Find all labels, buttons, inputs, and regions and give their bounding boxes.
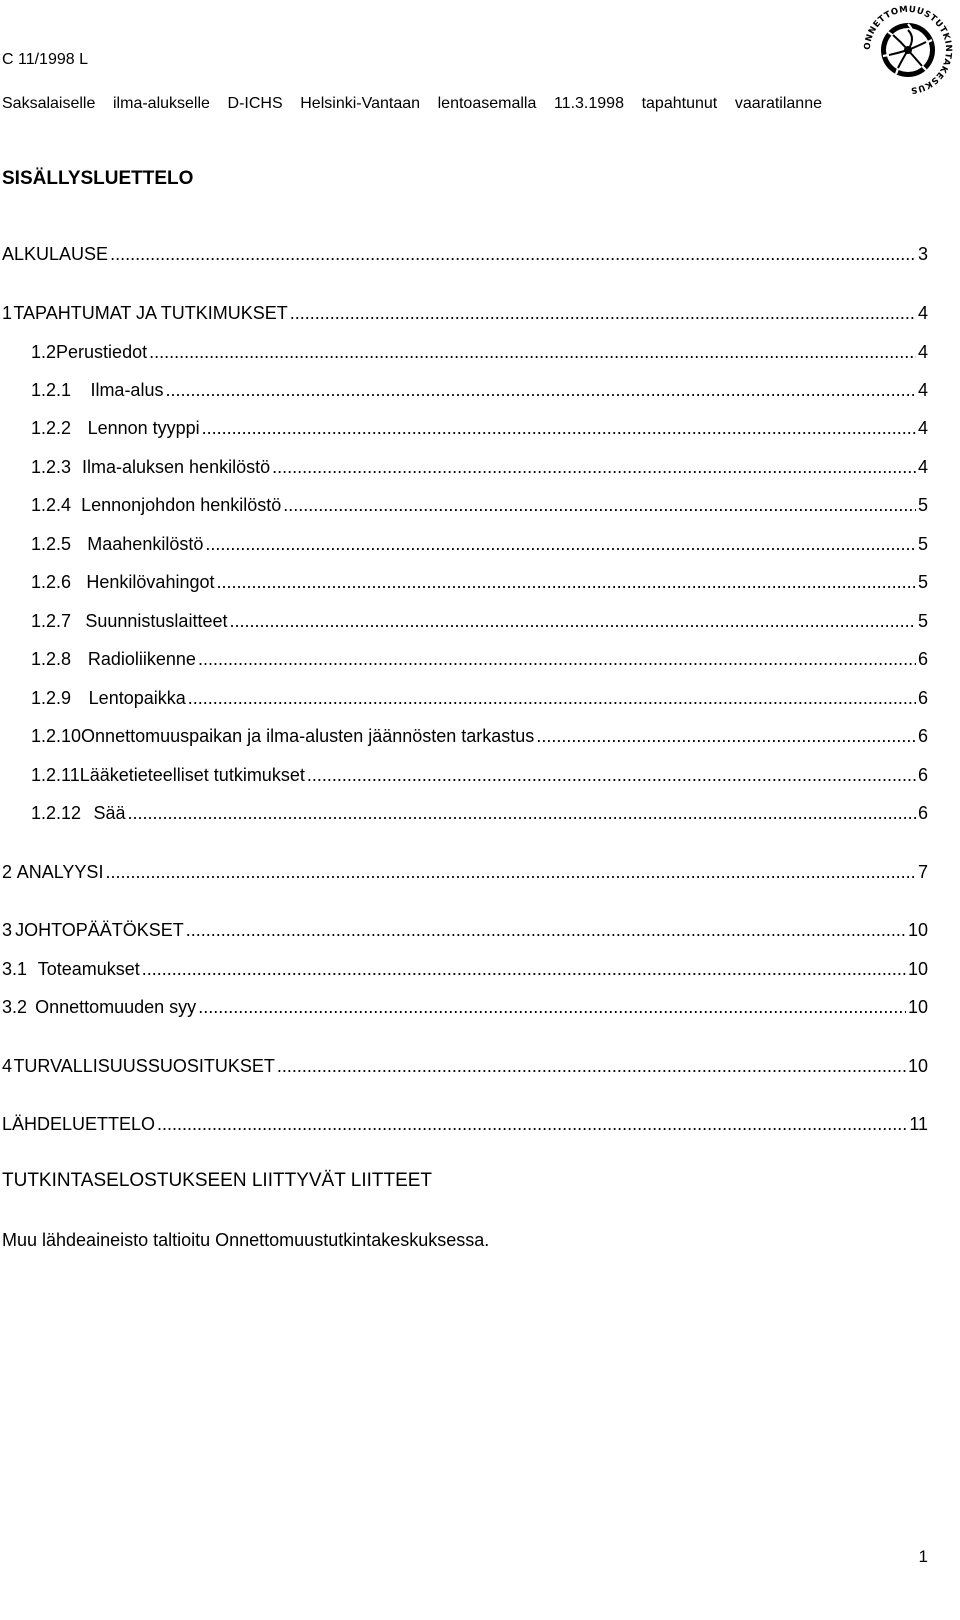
toc-entry-page: 4 [917, 380, 928, 400]
toc-dot-leader [127, 801, 916, 825]
toc-entry-title: Maahenkilöstö [87, 534, 204, 554]
toc-entry-title: Sää [93, 803, 126, 823]
toc-entry-title: Lentopaikka [88, 688, 186, 708]
toc-entry-number: 1.2.8 [31, 649, 72, 669]
logo-lettering: ONNETTOMUUSTUTKINTAKESKUS [862, 4, 954, 96]
report-subject-word: Helsinki-Vantaan [300, 95, 421, 112]
report-subject-word: vaaratilanne [734, 95, 822, 112]
toc-entry-title: Ilma-aluksen henkilöstö [82, 457, 271, 477]
toc-dot-leader [186, 918, 906, 942]
toc-entry-page: 10 [907, 1056, 928, 1076]
toc-entry-page: 6 [917, 649, 928, 669]
toc-entry-number: 1.2.12 [31, 803, 82, 823]
toc-entry[interactable] [31, 416, 928, 440]
toc-dot-leader [205, 532, 916, 556]
toc-entry-page: 6 [917, 688, 928, 708]
toc-dot-leader [277, 1054, 906, 1078]
report-subject-word: ilma-alukselle [113, 95, 210, 112]
appendix-text: Muu lähdeaineisto taltioitu Onnettomuustutkintakeskuksessa. [2, 1230, 490, 1250]
toc-entry-number: 3 [2, 920, 13, 940]
toc-entry[interactable] [2, 995, 928, 1019]
toc-dot-leader [157, 1112, 907, 1136]
toc-dot-leader [272, 455, 916, 479]
toc-entry-number: 1.2.2 [31, 418, 72, 438]
toc-entry-page: 6 [917, 726, 928, 746]
toc-entry-page: 11 [909, 1114, 928, 1134]
toc-dot-leader [217, 570, 916, 594]
toc-entry-title: LÄHDELUETTELO [2, 1114, 156, 1134]
toc-entry[interactable] [31, 609, 928, 633]
toc-entry-title: Onnettomuuden syy [35, 997, 197, 1017]
toc-entry-title: ALKULAUSE [2, 244, 109, 264]
toc-entry-number: 2 [2, 862, 13, 882]
investigation-centre-logo [858, 0, 958, 100]
toc-entry-number: 1.2.11 [31, 765, 80, 785]
toc-dot-leader [536, 724, 916, 748]
toc-entry-number: 1.2 [31, 342, 57, 362]
toc-entry-number: 1.2.3 [31, 457, 72, 477]
toc-entry-number: 4 [2, 1056, 13, 1076]
toc-entry-page: 5 [917, 572, 928, 592]
toc-entry[interactable] [2, 1112, 928, 1136]
report-code: C 11/1998 L [2, 51, 88, 68]
toc-entry-page: 4 [917, 418, 928, 438]
toc-entry[interactable] [2, 957, 928, 981]
toc-entry[interactable] [31, 570, 928, 594]
report-subject-word: lentoasemalla [437, 95, 537, 112]
toc-entry-number: 1.2.5 [31, 534, 72, 554]
toc-entry-title: Toteamukset [37, 959, 140, 979]
toc-entry-page: 10 [907, 959, 928, 979]
toc-entry-number: 1.2.1 [31, 380, 72, 400]
toc-entry-page: 7 [917, 862, 928, 882]
page-number: 1 [918, 1547, 928, 1566]
toc-entry-number: 1.2.9 [31, 688, 72, 708]
toc-entry-title: TURVALLISUUSSUOSITUKSET [13, 1056, 275, 1076]
toc-entry[interactable] [31, 647, 928, 671]
toc-entry-title: TAPAHTUMAT JA TUTKIMUKSET [13, 303, 288, 323]
toc-entry-title: Ilma-alus [90, 380, 164, 400]
toc-entry[interactable] [31, 340, 928, 364]
toc-entry[interactable] [31, 801, 928, 825]
toc-entry-page: 6 [917, 803, 928, 823]
toc-entry[interactable] [2, 918, 928, 942]
toc-dot-leader [149, 340, 916, 364]
toc-entry-title: Suunnistuslaitteet [85, 611, 228, 631]
report-subject-word: 11.3.1998 [553, 95, 624, 112]
toc-dot-leader [307, 763, 916, 787]
toc-entry-title: JOHTOPÄÄTÖKSET [15, 920, 184, 940]
toc-dot-leader [165, 378, 916, 402]
toc-entry-title: Onnettomuuspaikan ja ilma-alusten jäännösten tarkastus [81, 726, 535, 746]
toc-entry-page: 4 [917, 342, 928, 362]
toc-entry-page: 3 [917, 244, 928, 264]
toc-entry[interactable] [31, 763, 928, 787]
toc-entry-number: 3.2 [2, 997, 28, 1017]
toc-entry-title: ANALYYSI [16, 862, 104, 882]
toc-entry[interactable] [31, 493, 928, 517]
toc-entry-page: 5 [917, 534, 928, 554]
toc-entry-title: Perustiedot [56, 342, 148, 362]
toc-entry[interactable] [31, 455, 928, 479]
toc-entry-number: 3.1 [2, 959, 28, 979]
toc-dot-leader [142, 957, 906, 981]
logo-emblem [881, 23, 935, 77]
toc-entry[interactable] [31, 686, 928, 710]
toc-dot-leader [202, 416, 916, 440]
toc-dot-leader [198, 647, 916, 671]
toc-entry-page: 4 [917, 303, 928, 323]
toc-entry-number: 1.2.6 [31, 572, 72, 592]
report-subject-word: tapahtunut [641, 95, 718, 112]
toc-entry[interactable] [31, 532, 928, 556]
toc-entry-page: 10 [907, 997, 928, 1017]
toc-entry-number: 1.2.4 [31, 495, 72, 515]
toc-entry[interactable] [2, 242, 928, 266]
toc-entry-title: Lennonjohdon henkilöstö [81, 495, 282, 515]
appendix-heading: TUTKINTASELOSTUKSEEN LIITTYVÄT LIITTEET [2, 1170, 433, 1191]
report-subject [2, 94, 822, 122]
toc-entry[interactable] [2, 301, 928, 325]
toc-dot-leader [290, 301, 916, 325]
toc-entry-page: 6 [917, 765, 928, 785]
toc-entry[interactable] [31, 378, 928, 402]
report-subject-word: D-ICHS [227, 95, 283, 112]
toc-entry-title: Lääketieteelliset tutkimukset [79, 765, 305, 785]
toc-dot-leader [110, 242, 916, 266]
toc-entry[interactable] [2, 1054, 928, 1078]
toc-entry-number: 1.2.10 [31, 726, 82, 746]
toc-entry-page: 5 [917, 611, 928, 631]
toc-entry-page: 10 [907, 920, 928, 940]
toc-dot-leader [188, 686, 916, 710]
toc-entry-number: 1 [2, 303, 13, 323]
toc-heading: SISÄLLYSLUETTELO [2, 168, 194, 189]
toc-dot-leader [229, 609, 916, 633]
toc-entry-title: Radioliikenne [87, 649, 196, 669]
toc-dot-leader [198, 995, 906, 1019]
toc-entry-title: Henkilövahingot [86, 572, 215, 592]
toc-entry[interactable] [2, 860, 928, 884]
toc-entry-page: 5 [917, 495, 928, 515]
report-subject-word: Saksalaiselle [2, 95, 96, 112]
toc-dot-leader [105, 860, 916, 884]
toc-entry-number: 1.2.7 [31, 611, 72, 631]
toc-entry[interactable] [31, 724, 928, 748]
toc-entry-page: 4 [917, 457, 928, 477]
toc-entry-title: Lennon tyyppi [87, 418, 200, 438]
toc-dot-leader [283, 493, 916, 517]
